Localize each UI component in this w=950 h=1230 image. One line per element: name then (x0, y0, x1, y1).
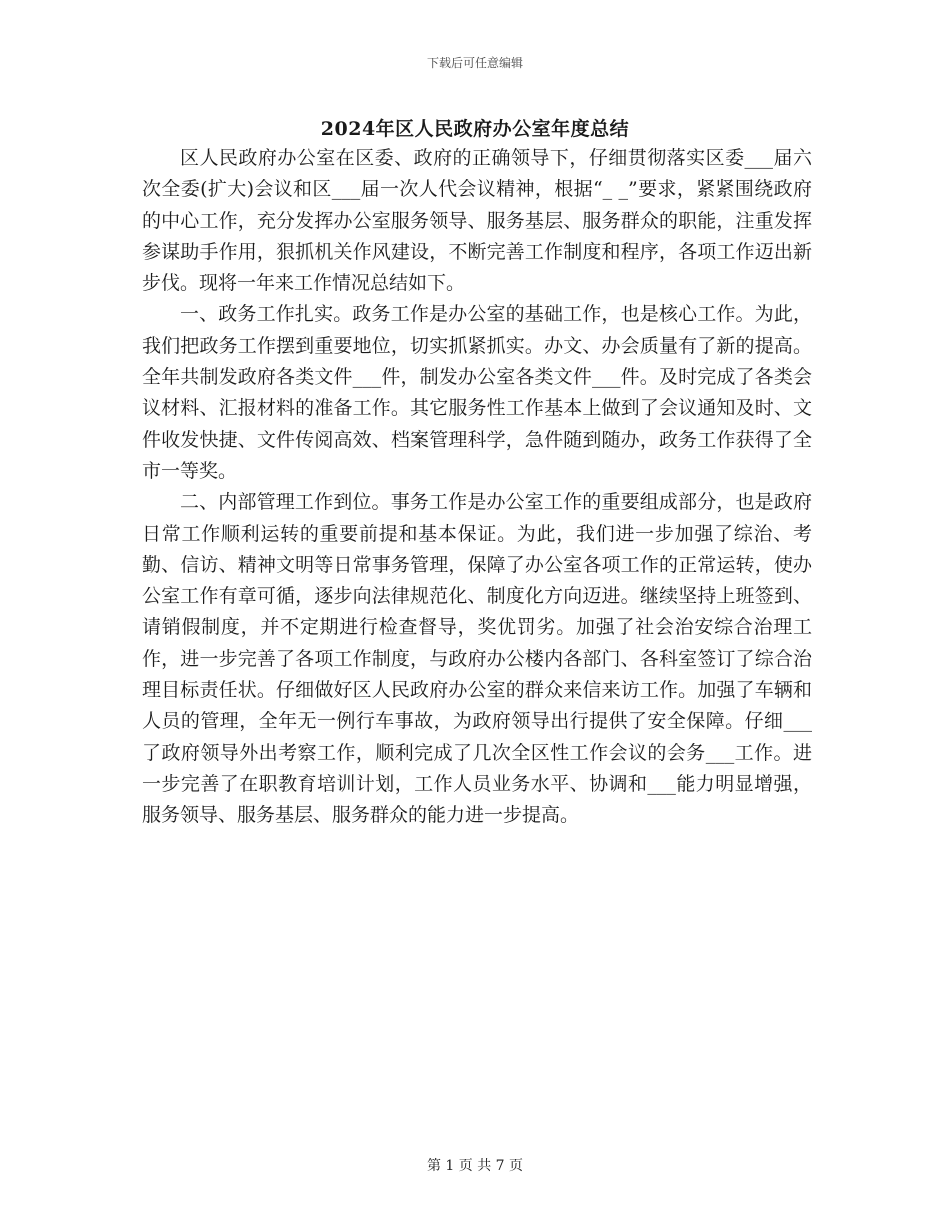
section-two-paragraph: 二、内部管理工作到位。事务工作是办公室工作的重要组成部分，也是政府日常工作顺利运转的重要前提和基本保证。为此，我们进一步加强了综治、考勤、信访、精神文明等日常事务管理，保障了办公室各项工作的正常运转，使办公室工作有章可循，逐步向法律规范化、制度化方向迈进。继续坚持上班签到、请销假制度，并不定期进行检查督导，奖优罚劣。加强了社会治安综合治理工作，进一步完善了各项工作制度，与政府办公楼内各部门、各科室签订了综合治理目标责任状。仔细做好区人民政府办公室的群众来信来访工作。加强了车辆和人员的管理，全年无一例行车事故，为政府领导出行提供了安全保障。仔细___了政府领导外出考察工作，顺利完成了几次全区性工作会议的会务___工作。进一步完善了在职教育培训计划，工作人员业务水平、协调和___能力明显增强，服务领导、服务基层、服务群众的能力进一步提高。 (142, 491, 812, 827)
header-note: 下载后可任意编辑 (426, 56, 523, 70)
document-body (142, 143, 812, 832)
page-number: 第 1 页 共 7 页 (426, 1158, 524, 1174)
section-one-paragraph: 一、政务工作扎实。政务工作是办公室的基础工作，也是核心工作。为此，我们把政务工作摆到重要地位，切实抓紧抓实。办文、办会质量有了新的提高。全年共制发政府各类文件___件，制发办公室各类文件___件。及时完成了各类会议材料、汇报材料的准备工作。其它服务性工作基本上做到了会议通知及时、文件收发快捷、文件传阅高效、档案管理科学，急件随到随办，政务工作获得了全市一等奖。 (142, 303, 812, 482)
document-title: 2024年区人民政府办公室年度总结 (320, 118, 630, 140)
intro-paragraph: 区人民政府办公室在区委、政府的正确领导下，仔细贯彻落实区委___届六次全委(扩大)会议和区___届一次人代会议精神，根据“_ _”要求，紧紧围绕政府的中心工作，充分发挥办公室服务领导、服务基层、服务群众的职能，注重发挥参谋助手作用，狠抓机关作风建设，不断完善工作制度和程序，各项工作迈出新步伐。现将一年来工作情况总结如下。 (142, 147, 812, 295)
